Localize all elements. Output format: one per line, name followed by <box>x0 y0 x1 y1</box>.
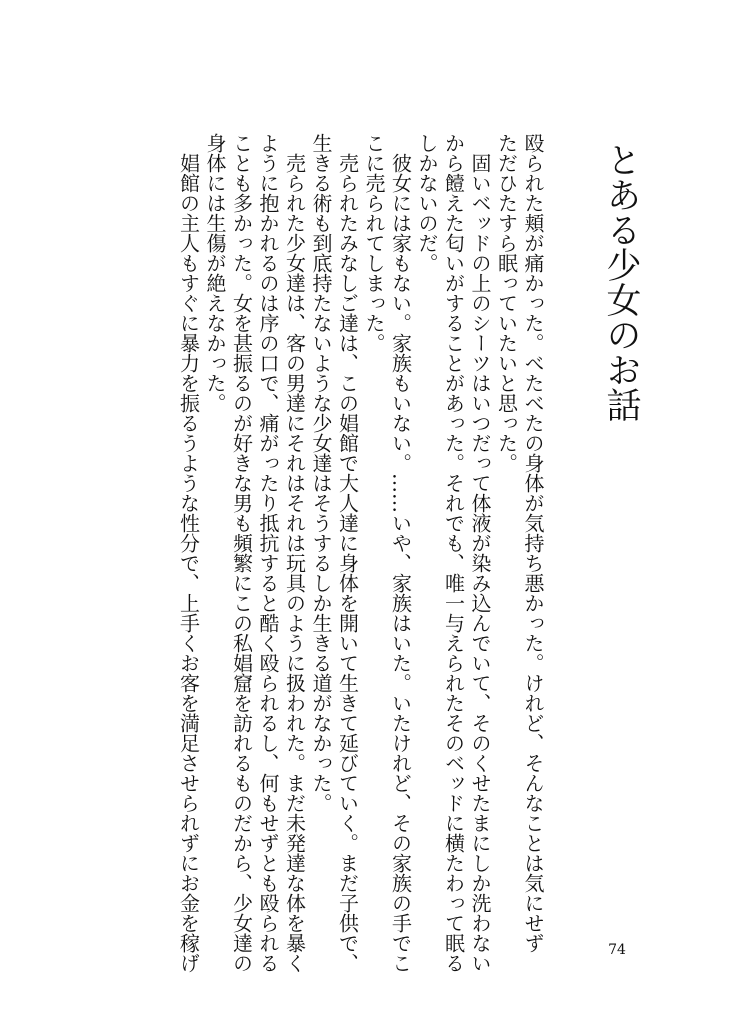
text-line: ことも多かった。女を甚振るのが好きな男も頻繁にこの私娼窟を訪れるものだから、少女達の <box>229 133 254 973</box>
text-line: 身体には生傷が絶えなかった。 <box>203 133 227 413</box>
chapter-title: とある少女のお話 <box>601 142 641 422</box>
text-line: から饐えた匂いがすることがあった。それでも、唯一与えられたそのベッドに横たわって眠る <box>441 133 466 973</box>
text-line: 殴られた頬が痛かった。べたべたの身体が気持ち悪かった。けれど、そんなことは気にせず <box>521 133 545 953</box>
text-line: 彼女には家もない。家族もいない。……いや、家族はいた。いたけれど、その家族の手でこ <box>388 133 413 973</box>
text-line: 娼館の主人もすぐに暴力を振るうような性分で、上手くお客を満足させられずにお金を稼げ <box>176 133 201 973</box>
text-block <box>175 133 546 973</box>
text-line: 生きる術も到底持たないような少女達はそうするしか生きる道がなかった。 <box>309 133 333 813</box>
text-line: ただひたすら眠っていたいと思った。 <box>494 133 519 473</box>
text-line: 売られたみなしご達は、この娼館で大人達に身体を開いて生きて延びていく。まだ子供で、 <box>335 133 360 973</box>
text-line: こに売られてしまった。 <box>362 133 386 353</box>
page-number: 74 <box>608 942 626 958</box>
text-line: 固いベッドの上のシーツはいつだって体液が染み込んでいて、そのくせたまにしか洗わない <box>468 133 492 973</box>
body-text <box>175 133 546 973</box>
text-line: 売られた少女達は、客の男達にそれはそれは玩具のように扱われた。まだ未発達な体を暴く <box>282 133 307 973</box>
text-line: ように抱かれるのは序の口で、痛がったり抵抗すると酷く殴られるし、何もせずとも殴られる <box>256 133 280 973</box>
text-line: しかないのだ。 <box>415 133 439 273</box>
